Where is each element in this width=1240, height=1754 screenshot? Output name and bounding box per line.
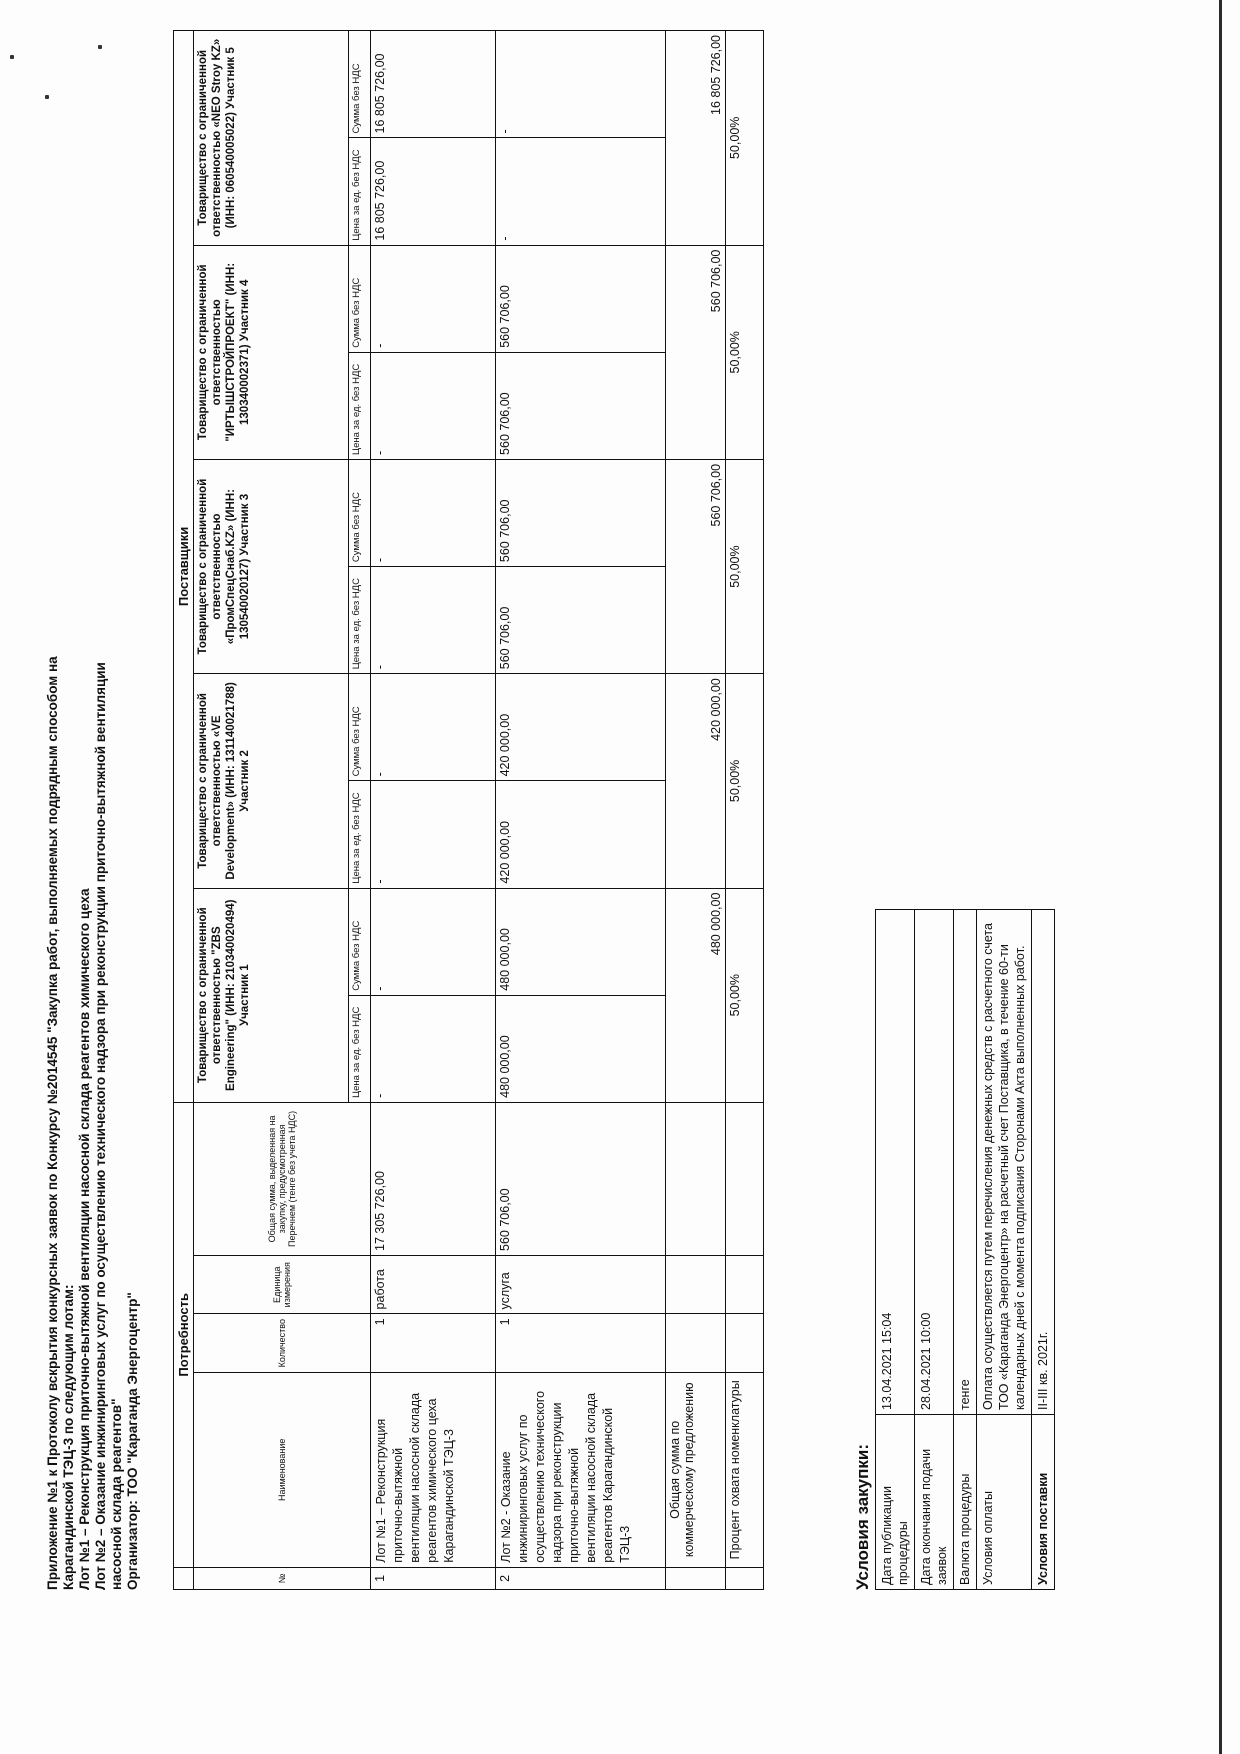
conditions-title: Условия закупки: bbox=[853, 1444, 872, 1590]
condition-label: Дата публикации процедуры bbox=[876, 1415, 915, 1590]
percent-value: 50,00% bbox=[726, 459, 764, 673]
lot-name: Лот №1 – Реконструкция приточно-вытяжной вентиляции насосной склада реагентов химического цеха Карагандинской ТЭЦ-3 bbox=[371, 1372, 496, 1567]
lot-qty: 1 bbox=[496, 1314, 666, 1372]
group-need-header: Потребность bbox=[174, 1102, 194, 1567]
conditions-row bbox=[1032, 910, 1055, 1590]
price-header: Цена за ед. без НДС bbox=[349, 352, 371, 459]
conditions-row bbox=[915, 910, 954, 1590]
total-value: 16 805 726,00 bbox=[666, 31, 726, 246]
col-no-header: № bbox=[194, 1567, 371, 1589]
conditions-row bbox=[954, 910, 977, 1590]
row-number: 1 bbox=[371, 1567, 496, 1589]
lot-unit: работа bbox=[371, 1255, 496, 1313]
header-line-4: Лот №2 – Оказание инжиниринговых услуг по осуществлению технического надзора при реконструкции приточно-вытяжной вентиляции bbox=[93, 662, 108, 1590]
condition-label: Валюта процедуры bbox=[954, 1415, 977, 1590]
percent-value: 50,00% bbox=[726, 245, 764, 459]
percent-value: 50,00% bbox=[726, 31, 764, 246]
header-line-3: Лот №1 – Реконструкция приточно-вытяжной вентиляции насосной склада реагентов химического цеха bbox=[77, 888, 92, 1590]
lot-unit: услуга bbox=[496, 1255, 666, 1313]
sum-header: Сумма без НДС bbox=[349, 31, 371, 138]
price-header: Цена за ед. без НДС bbox=[349, 995, 371, 1102]
supplier-5-header: Товарищество с ограниченной ответственностью «NEO Stroy KZ» (ИНН: 060540005022) Участник 5 bbox=[194, 31, 349, 246]
header-line-2: Карагандинской ТЭЦ-3 по следующим лотам: bbox=[61, 1284, 76, 1590]
bid-cell: - bbox=[371, 245, 496, 352]
lot-sum: 17 305 726,00 bbox=[371, 1102, 496, 1255]
supplier-1-header: Товарищество с ограниченной ответственностью "ZBS Engineering" (ИНН: 210340020494) Участник 1 bbox=[194, 888, 349, 1102]
scan-edge-line bbox=[1219, 0, 1222, 1754]
table-row bbox=[496, 31, 666, 1590]
col-name-header: Наименование bbox=[194, 1372, 371, 1567]
condition-value: тенге bbox=[954, 910, 977, 1415]
percent-value: 50,00% bbox=[726, 888, 764, 1102]
lot-sum: 560 706,00 bbox=[496, 1102, 666, 1255]
sum-header: Сумма без НДС bbox=[349, 674, 371, 781]
group-suppliers-header: Поставщики bbox=[174, 31, 194, 1103]
condition-value: Оплата осуществляется путем перечисления денежных средств с расчетного счета ТОО «Караганда Энергоцентр» на расчетный счет Поставщика, в течение 60-ти календарных дней с момента подписания Сторонами Акта выполненных работ. bbox=[977, 910, 1032, 1415]
lot-qty: 1 bbox=[371, 1314, 496, 1372]
bid-cell: - bbox=[371, 567, 496, 674]
conditions-table bbox=[875, 909, 1055, 1590]
bid-cell: 16 805 726,00 bbox=[371, 31, 496, 138]
bid-cell: - bbox=[371, 459, 496, 566]
bid-cell: 420 000,00 bbox=[496, 674, 666, 781]
total-value: 560 706,00 bbox=[666, 459, 726, 673]
condition-value: 28.04.2021 10:00 bbox=[915, 910, 954, 1415]
supplier-2-header: Товарищество с ограниченной ответственностью «VE Development» (ИНН: 131140021788) Участник 2 bbox=[194, 674, 349, 888]
bid-cell: - bbox=[371, 352, 496, 459]
conditions-row bbox=[876, 910, 915, 1590]
sum-header: Сумма без НДС bbox=[349, 245, 371, 352]
header-line-6: Организатор: ТОО "Караганда Энергоцентр" bbox=[125, 1292, 140, 1590]
bid-cell: - bbox=[496, 138, 666, 245]
header-line-1: Приложение №1 к Протоколу вскрытия конкурсных заявок по Конкурсу №2014545 "Закупка работ, выполняемых подрядным способом на bbox=[45, 656, 60, 1590]
total-value: 560 706,00 bbox=[666, 245, 726, 459]
bid-cell: 560 706,00 bbox=[496, 459, 666, 566]
scan-speck bbox=[10, 55, 14, 59]
table-row bbox=[371, 31, 496, 1590]
bid-cell: 480 000,00 bbox=[496, 888, 666, 995]
total-row bbox=[666, 31, 726, 1590]
bid-cell: - bbox=[371, 781, 496, 888]
price-header: Цена за ед. без НДС bbox=[349, 781, 371, 888]
bid-cell: 16 805 726,00 bbox=[371, 138, 496, 245]
price-header: Цена за ед. без НДС bbox=[349, 567, 371, 674]
supplier-4-header: Товарищество с ограниченной ответственностью "ИРТЫШСТРОЙПРОЕКТ" (ИНН: 130340002371) Участник 4 bbox=[194, 245, 349, 459]
bid-cell: 480 000,00 bbox=[496, 995, 666, 1102]
total-value: 480 000,00 bbox=[666, 888, 726, 1102]
bid-cell: 560 706,00 bbox=[496, 567, 666, 674]
percent-label: Процент охвата номенклатуры bbox=[726, 1372, 764, 1567]
lot-name: Лот №2 - Оказание инжиниринговых услуг по осуществлению технического надзора при реконструкции приточно-вытяжной вентиляции насосной склада реагентов Карагандинской ТЭЦ-3 bbox=[496, 1372, 666, 1567]
bid-cell: 560 706,00 bbox=[496, 352, 666, 459]
percent-row bbox=[726, 31, 764, 1590]
col-unit-header: Единица измерения bbox=[194, 1255, 371, 1313]
sum-header: Сумма без НДС bbox=[349, 888, 371, 995]
bid-cell: 560 706,00 bbox=[496, 245, 666, 352]
price-header: Цена за ед. без НДС bbox=[349, 138, 371, 245]
bid-cell: - bbox=[371, 674, 496, 781]
bid-cell: - bbox=[496, 31, 666, 138]
supplier-3-header: Товарищество с ограниченной ответственностью «ПромСпецСнаб.KZ» (ИНН: 130540020127) Участник 3 bbox=[194, 459, 349, 673]
col-sum-header: Общая сумма, выделенная на закупку, предусмотренная Перечнем (тенге без учета НДС) bbox=[194, 1102, 371, 1255]
header-line-5: насосной склада реагентов" bbox=[109, 1398, 124, 1590]
condition-value: 13.04.2021 15:04 bbox=[876, 910, 915, 1415]
condition-label: Условия оплаты bbox=[977, 1415, 1032, 1590]
document-header bbox=[45, 30, 141, 1590]
condition-label: Условия поставки bbox=[1032, 1415, 1055, 1590]
condition-label: Дата окончания подачи заявок bbox=[915, 1415, 954, 1590]
row-number: 2 bbox=[496, 1567, 666, 1589]
bid-cell: 420 000,00 bbox=[496, 781, 666, 888]
bid-cell: - bbox=[371, 995, 496, 1102]
bids-table bbox=[173, 30, 764, 1590]
sum-header: Сумма без НДС bbox=[349, 459, 371, 566]
percent-value: 50,00% bbox=[726, 674, 764, 888]
condition-value: II-III кв. 2021г. bbox=[1032, 910, 1055, 1415]
total-label: Общая сумма по коммерческому предложению bbox=[666, 1372, 726, 1567]
total-value: 420 000,00 bbox=[666, 674, 726, 888]
rotated-content bbox=[45, 0, 1050, 1590]
col-qty-header: Количество bbox=[194, 1314, 371, 1372]
conditions-row bbox=[977, 910, 1032, 1590]
bid-cell: - bbox=[371, 888, 496, 995]
